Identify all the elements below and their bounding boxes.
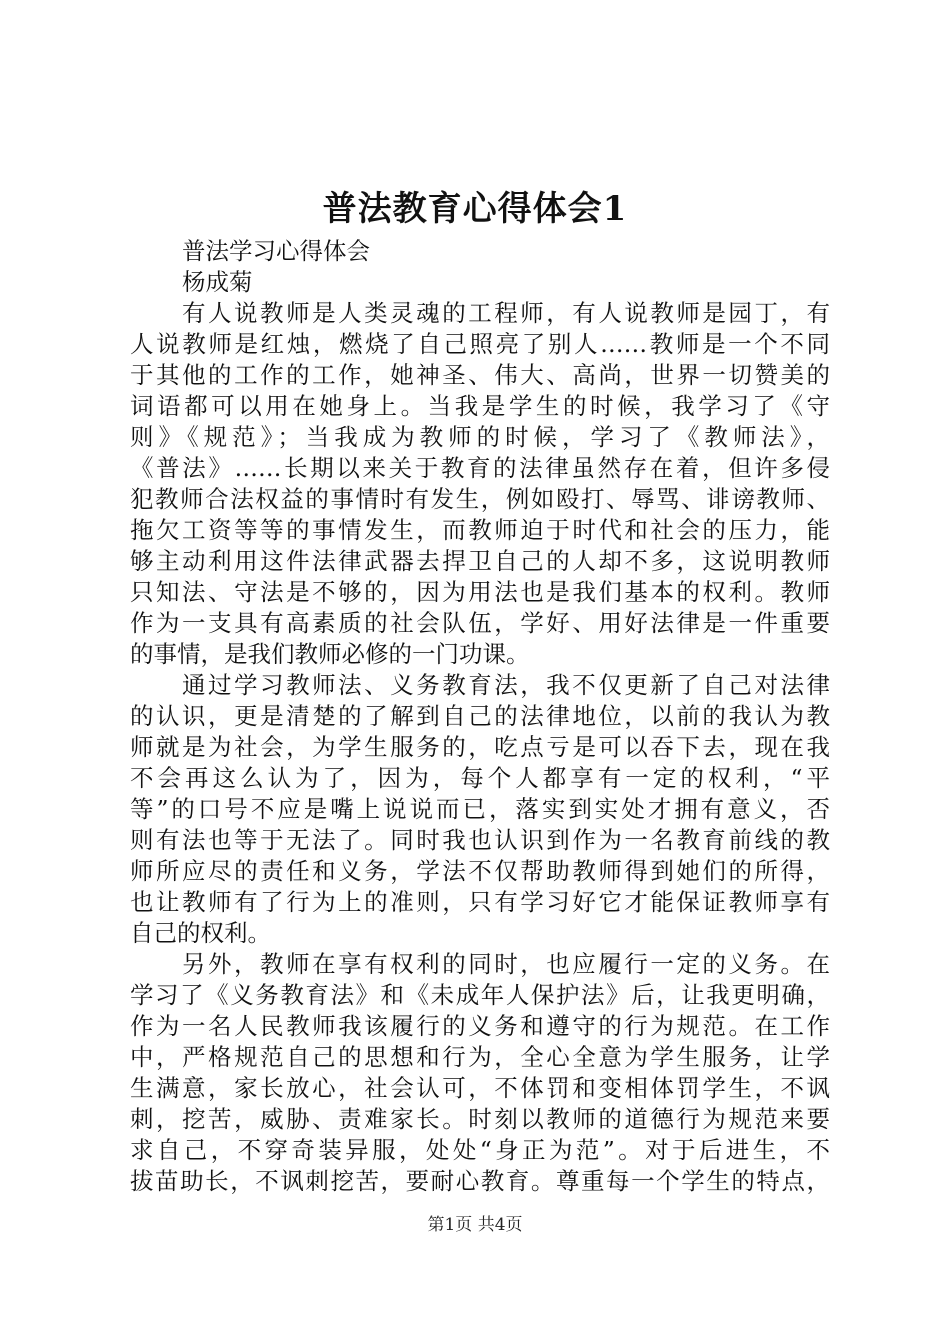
text-line: 够主动利用这件法律武器去捍卫自己的人却不多，这说明教师 bbox=[130, 547, 830, 575]
text-line: 人说教师是红烛，燃烧了自己照亮了别人……教师是一个不同 bbox=[130, 330, 830, 358]
text-line: 刺，挖苦，威胁、责难家长。时刻以教师的道德行为规范来要 bbox=[130, 1105, 830, 1133]
text-line: 普法学习心得体会 bbox=[182, 237, 370, 265]
text-line: 另外，教师在享有权利的同时，也应履行一定的义务。在 bbox=[182, 950, 830, 978]
text-line: 求自己，不穿奇装异服，处处“身正为范”。对于后进生，不 bbox=[130, 1136, 830, 1164]
text-line: 师所应尽的责任和义务，学法不仅帮助教师得到她们的所得， bbox=[130, 857, 830, 885]
text-line: 《普法》……长期以来关于教育的法律虽然存在着，但许多侵 bbox=[130, 454, 830, 482]
paragraph bbox=[130, 670, 830, 949]
text-line: 的认识，更是清楚的了解到自己的法律地位，以前的我认为教 bbox=[130, 702, 830, 730]
text-line: 杨成菊 bbox=[182, 268, 253, 296]
text-line: 生满意，家长放心，社会认可，不体罚和变相体罚学生，不讽 bbox=[130, 1074, 830, 1102]
text-line: 于其他的工作的工作，她神圣、伟大、高尚，世界一切赞美的 bbox=[130, 361, 830, 389]
text-line: 拖欠工资等等的事情发生，而教师迫于时代和社会的压力，能 bbox=[130, 516, 830, 544]
text-line: 也让教师有了行为上的准则，只有学习好它才能保证教师享有 bbox=[130, 888, 830, 916]
text-line: 犯教师合法权益的事情时有发生，例如殴打、辱骂、诽谤教师、 bbox=[130, 485, 830, 513]
text-line: 只知法、守法是不够的，因为用法也是我们基本的权利。教师 bbox=[130, 578, 830, 606]
text-line: 自己的权利。 bbox=[130, 919, 271, 947]
text-line: 有人说教师是人类灵魂的工程师，有人说教师是园丁，有 bbox=[182, 299, 830, 327]
paragraph bbox=[130, 949, 830, 1197]
text-line: 学习了《义务教育法》和《未成年人保护法》后，让我更明确， bbox=[130, 981, 830, 1009]
text-line: 的事情，是我们教师必修的一门功课。 bbox=[130, 640, 530, 668]
text-line: 词语都可以用在她身上。当我是学生的时候，我学习了《守 bbox=[130, 392, 830, 420]
heading-line bbox=[130, 267, 830, 298]
paragraph bbox=[130, 298, 830, 670]
text-line: 等”的口号不应是嘴上说说而已，落实到实处才拥有意义，否 bbox=[130, 795, 830, 823]
document-title: 普法教育心得体会1 bbox=[322, 189, 628, 229]
text-line: 中，严格规范自己的思想和行为，全心全意为学生服务，让学 bbox=[130, 1043, 830, 1071]
heading-line bbox=[130, 236, 830, 267]
text-line: 不会再这么认为了，因为，每个人都享有一定的权利，“平 bbox=[130, 764, 830, 792]
text-line: 则》《规范》；当我成为教师的时候，学习了《教师法》， bbox=[130, 423, 830, 451]
text-line: 作为一名人民教师我该履行的义务和遵守的行为规范。在工作 bbox=[130, 1012, 830, 1040]
text-line: 则有法也等于无法了。同时我也认识到作为一名教育前线的教 bbox=[130, 826, 830, 854]
text-line: 通过学习教师法、义务教育法，我不仅更新了自己对法律 bbox=[182, 671, 830, 699]
document-body bbox=[130, 236, 830, 1197]
text-line: 作为一支具有高素质的社会队伍，学好、用好法律是一件重要 bbox=[130, 609, 830, 637]
text-line: 拔苗助长，不讽刺挖苦，要耐心教育。尊重每一个学生的特点， bbox=[130, 1167, 830, 1195]
page-footer: 第1页 共4页 bbox=[427, 1215, 523, 1235]
text-line: 师就是为社会，为学生服务的，吃点亏是可以吞下去，现在我 bbox=[130, 733, 830, 761]
